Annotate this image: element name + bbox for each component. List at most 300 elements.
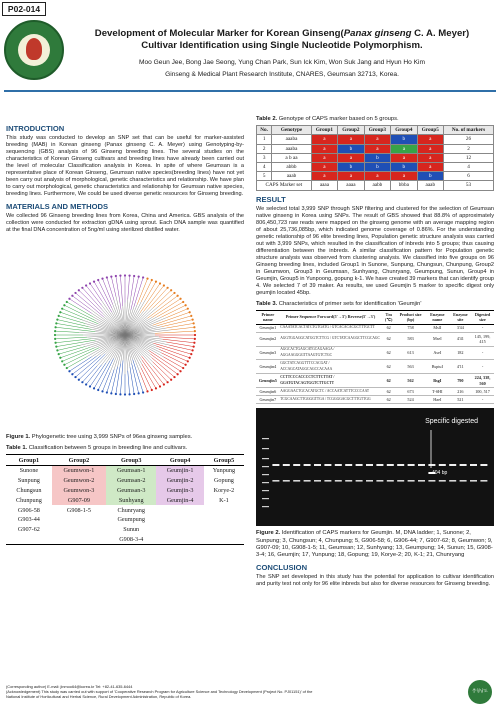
gel-band bbox=[272, 464, 279, 466]
table1-cell: Geumsan-2 bbox=[106, 476, 156, 486]
table1-cell: Korye-2 bbox=[213, 486, 235, 494]
tree-leaf-node bbox=[187, 308, 189, 310]
band-size-label: 404 bp bbox=[432, 470, 448, 477]
tree-leaf-branch bbox=[157, 302, 184, 317]
table2-markers-cell: 4 bbox=[444, 163, 494, 172]
table1-header-cell: Group5 bbox=[204, 455, 244, 466]
table3-enzyme: AseI bbox=[425, 346, 450, 360]
gel-band bbox=[470, 464, 477, 466]
gel-band bbox=[376, 480, 383, 482]
tree-leaf-node bbox=[85, 284, 87, 286]
table2-group-cell: a bbox=[338, 153, 364, 162]
tree-leaf-node bbox=[56, 349, 58, 351]
table2-footer-label: CAPS Marker set bbox=[257, 181, 312, 190]
table3-enzyme: BsptuI bbox=[425, 360, 450, 374]
tree-leaf-node bbox=[66, 367, 68, 369]
tree-leaf-branch bbox=[76, 293, 104, 317]
gel-band bbox=[418, 480, 425, 482]
table2-label: Table 2. bbox=[256, 116, 278, 122]
tree-leaf-node bbox=[68, 298, 70, 300]
gel-band bbox=[314, 464, 321, 466]
table3-digested-size: - bbox=[471, 396, 494, 404]
tree-leaf-node bbox=[193, 346, 195, 348]
tree-leaf-node bbox=[155, 281, 157, 283]
tree-leaf-branch bbox=[56, 340, 95, 347]
phylogenetic-tree-image bbox=[6, 240, 244, 430]
tree-leaf-node bbox=[133, 275, 135, 277]
tree-leaf-node bbox=[194, 334, 196, 336]
table3-primer-name: Geumjin3 bbox=[256, 346, 280, 360]
gel-band bbox=[345, 480, 352, 482]
affiliation: Ginseng & Medical Plant Research Institute, CNARES, Geumsan 32713, Korea. bbox=[165, 71, 399, 78]
table1-cell: Geumpung bbox=[117, 516, 145, 524]
table1-cell: Sunone bbox=[19, 467, 39, 475]
gel-band bbox=[324, 480, 331, 482]
tree-leaf-node bbox=[189, 357, 191, 359]
tree-leaf-node bbox=[192, 349, 194, 351]
gel-band bbox=[387, 464, 394, 466]
authors: Moo Geun Jee, Bong Jae Seong, Yung Chan Park, Sun Ick Kim, Won Suk Jang and Hyun Ho Kim bbox=[138, 59, 426, 66]
gel-band bbox=[293, 480, 300, 482]
table-row bbox=[257, 153, 494, 162]
table2-group-cell: a bbox=[391, 144, 417, 153]
tree-leaf-branch bbox=[76, 355, 101, 377]
conclusion-text: The SNP set developed in this study has the potential for application to cultivar identification and purity test not only for 96 elite inbreds but also for diverse resources for Ginseng breeding. bbox=[256, 574, 494, 588]
table2-genotype-cell: a b aa bbox=[272, 153, 311, 162]
tree-leaf-node bbox=[179, 298, 181, 300]
table2-header-cell: Group2 bbox=[338, 126, 364, 135]
header-divider bbox=[4, 90, 496, 92]
table-row bbox=[256, 346, 494, 360]
tree-leaf-node bbox=[59, 311, 61, 313]
tree-leaf-node bbox=[194, 338, 196, 340]
table1-text: Classification between 5 groups in breeding line and cultivars. bbox=[27, 445, 188, 452]
tree-leaf-node bbox=[74, 292, 76, 294]
tree-leaf-node bbox=[170, 289, 172, 291]
tree-leaf-node bbox=[110, 392, 112, 394]
gel-band bbox=[460, 480, 467, 482]
institution-note: National Institute of Horticultural and Herbal Science, Rural Development Administration, Republic of Korea. bbox=[6, 694, 192, 699]
table3-tm: 62 bbox=[381, 332, 396, 346]
table1-cell: Chungsun bbox=[16, 486, 42, 494]
table2-no-cell: 4 bbox=[257, 163, 272, 172]
table1-cell bbox=[156, 515, 203, 525]
table2-markers-cell: 2 bbox=[444, 144, 494, 153]
table-row bbox=[6, 535, 244, 545]
table2-footer-cell: bbba bbox=[391, 181, 417, 190]
table2-footer-cell: aaaa bbox=[311, 181, 337, 190]
tree-leaf-node bbox=[163, 284, 165, 286]
table3-header-cell: Primer name bbox=[256, 310, 280, 324]
table3-primer-name: Geumjin4 bbox=[256, 360, 280, 374]
tree-leaf-node bbox=[61, 308, 63, 310]
table2-group-cell: b bbox=[338, 163, 364, 172]
table-row bbox=[257, 135, 494, 144]
tree-leaf-node bbox=[182, 367, 184, 369]
table2-group-cell: a bbox=[311, 135, 337, 144]
table1-cell: G908-3-4 bbox=[106, 535, 156, 545]
tree-leaf-node bbox=[85, 383, 87, 385]
table1-cell bbox=[204, 515, 244, 525]
table2-group-cell: b bbox=[364, 163, 390, 172]
table3-primer-sequence: AGGTGGAGGCATGGTCTTCG / GTCTATCAAGGCTTCGCAGC bbox=[280, 332, 382, 346]
table3-primer-sequence: AGGCACTGAGCATGCAGAAGA / AGGAAGGGGTTAAGTGTCTGC bbox=[280, 346, 382, 360]
table1-cell bbox=[52, 515, 106, 525]
tree-leaf-node bbox=[138, 392, 140, 394]
tree-leaf-branch bbox=[128, 371, 130, 395]
ladder-band bbox=[262, 498, 269, 499]
tree-leaf-node bbox=[187, 360, 189, 362]
tree-leaf-node bbox=[93, 281, 95, 283]
table1-cell: Geumjin-2 bbox=[156, 476, 203, 486]
tree-leaf-node bbox=[173, 376, 175, 378]
ladder-band bbox=[262, 490, 269, 491]
table3-header-cell: Tm (℃) bbox=[381, 310, 396, 324]
figure1-text: Phylogenetic tree using 3,999 SNPs of 96ea ginseng samples. bbox=[30, 434, 193, 440]
table1-cell: G903-44 bbox=[17, 516, 40, 524]
table2-group-cell: a bbox=[417, 163, 443, 172]
table2-group-cell: a bbox=[391, 153, 417, 162]
table-row bbox=[6, 496, 244, 506]
figure1-caption bbox=[6, 434, 244, 441]
tree-leaf-node bbox=[54, 334, 56, 336]
tree-leaf-branch bbox=[116, 364, 121, 394]
table2-genotype-cell: abbb bbox=[272, 163, 311, 172]
tree-leaf-node bbox=[177, 373, 179, 375]
table1-cell: G907-09 bbox=[52, 496, 106, 506]
tree-leaf-node bbox=[182, 301, 184, 303]
tree-leaf-node bbox=[71, 373, 73, 375]
figure1-label: Figure 1. bbox=[6, 434, 31, 440]
table3-product-size: 563 bbox=[396, 360, 425, 374]
gel-bands bbox=[256, 408, 494, 526]
tree-leaf-branch bbox=[62, 348, 94, 362]
gel-band bbox=[480, 480, 487, 482]
ladder-band bbox=[262, 482, 269, 483]
result-text: We selected total 3,999 SNP through SNP filtering and clustered for the selection of Geumsan native ginseng in Korea using SNPs. The result of GBS showed that 88.8% of approximately 806,450,723 raw reads were mapped on the ginseng genome with an average mapping region of about 25,736,085bp, which indicated genome coverage of 0.86%. For the understanding genetic relationship of 96 elite breeding lines, Population genetic structure analysis was carried out with 3,999 SNPs, which resulted in the classification of inbreds into 5 groups; thus causing differentiation between the inbreds. A similar classification pattern for Population genetic structure analysis was observed from clustering analysis. We classified into five groups on 96 Ginseng breeding lines, included Group1 in Sunone, Sunpung, Chungsun, Chunpung, Group2 in Geumwon, Group3 in Geumsan, Sunhyang, Chunryang, Geumpung, Sunun, Group4 in Geumjin, Group5 in Yunpoong, gopung k-1. We have created 39 markers that can identify group 4. We selected 7 of 39 maker. As results, we used Geumjin 5 marker to specific digest only geumjin located 45bp. bbox=[256, 205, 494, 296]
table3-product-size: 613 bbox=[396, 346, 425, 360]
table1-cell: G906-58 bbox=[17, 506, 40, 514]
tree-leaf-node bbox=[54, 330, 56, 332]
tree-leaf-node bbox=[74, 376, 76, 378]
table2-no-cell: 2 bbox=[257, 144, 272, 153]
gel-band bbox=[449, 464, 456, 466]
table1-header-cell: Group4 bbox=[156, 455, 203, 466]
methods-text: We collected 96 Ginseng breeding lines from Korea, China and America. GBS analysis of the collection were conducted for extraction gDNA using sprout. Each DNA sample was quantified at the final DNA concentration of 5ng/ml using sterilized distilled water. bbox=[6, 213, 244, 233]
table2-footer-cell: aaab bbox=[417, 181, 443, 190]
ladder-band bbox=[262, 458, 269, 459]
table1-header-cell: Group2 bbox=[52, 455, 106, 466]
tree-leaf-branch bbox=[166, 342, 193, 347]
table-row bbox=[256, 387, 494, 395]
introduction-heading: INTRODUCTION bbox=[6, 124, 65, 133]
tree-leaf-node bbox=[163, 383, 165, 385]
table2-footer-row bbox=[257, 181, 494, 190]
table1-caption bbox=[6, 445, 244, 452]
table2-group-cell: a bbox=[311, 153, 337, 162]
table2-footer-cell: 53 bbox=[444, 181, 494, 190]
tree-leaf-branch bbox=[60, 312, 82, 320]
table1-cell: Sunun bbox=[123, 526, 140, 534]
table3-primer-sequence: GGCTATCAGGTTTCCACGAT / ACCAGCATAGGCAGCCACAAA bbox=[280, 360, 382, 374]
tree-leaf-branch bbox=[86, 286, 102, 306]
table-row bbox=[256, 360, 494, 374]
tree-leaf-branch bbox=[131, 277, 139, 310]
ladder-band bbox=[262, 438, 269, 439]
tree-leaf-node bbox=[138, 276, 140, 278]
table1-header-cell: Group1 bbox=[6, 455, 52, 466]
gel-band bbox=[356, 464, 363, 466]
table2-group-cell: b bbox=[391, 163, 417, 172]
province-logo-text: 충청남도 bbox=[472, 688, 488, 693]
tree-leaf-node bbox=[66, 301, 68, 303]
table3-header-cell: Primer Sequence Forward(5'→3') Reverse(5'→3') bbox=[280, 310, 382, 324]
table1-cell bbox=[52, 535, 106, 545]
ladder-band bbox=[262, 506, 269, 507]
table3-enzyme-site: 4'11 bbox=[450, 360, 471, 374]
table1-cell: Geumsan-1 bbox=[106, 466, 156, 476]
gel-band bbox=[376, 464, 383, 466]
gel-band bbox=[304, 480, 311, 482]
ladder-band bbox=[262, 448, 269, 449]
tree-branch bbox=[125, 318, 166, 335]
tree-leaf-branch bbox=[82, 288, 101, 310]
tree-leaf-branch bbox=[56, 327, 96, 331]
table1-label: Table 1. bbox=[6, 445, 28, 452]
table3-header-row bbox=[256, 310, 494, 324]
gel-band bbox=[449, 480, 456, 482]
tree-leaf-branch bbox=[140, 372, 148, 391]
tree-leaf-node bbox=[193, 322, 195, 324]
tree-leaf-node bbox=[146, 278, 148, 280]
table-row bbox=[6, 515, 244, 525]
title-species: Panax ginseng bbox=[343, 28, 412, 39]
table2-group-cell: b bbox=[338, 144, 364, 153]
table3-digested-size: - bbox=[471, 324, 494, 332]
tree-leaf-node bbox=[106, 276, 108, 278]
gel-band bbox=[366, 480, 373, 482]
result-heading: RESULT bbox=[256, 194, 286, 204]
ladder-band bbox=[262, 474, 269, 475]
table2-caption bbox=[256, 116, 494, 123]
tree-leaf-node bbox=[81, 381, 83, 383]
table3-product-size: 758 bbox=[396, 324, 425, 332]
table3-enzyme-site: 3'44 bbox=[450, 324, 471, 332]
table1-cell: Geumjin-1 bbox=[156, 466, 203, 476]
table3-header-cell: Digested size bbox=[471, 310, 494, 324]
tree-leaf-node bbox=[119, 275, 121, 277]
table2-body bbox=[257, 135, 494, 190]
table3-tm: 62 bbox=[381, 360, 396, 374]
table-row bbox=[256, 332, 494, 346]
table3-digested-size: 224, 338, 560 bbox=[471, 374, 494, 388]
table1-header-row bbox=[6, 455, 244, 466]
table1-cell bbox=[156, 535, 203, 545]
table3-digested-size: - bbox=[471, 346, 494, 360]
tree-leaf-branch bbox=[166, 323, 193, 328]
tree-leaf-node bbox=[78, 289, 80, 291]
gel-band bbox=[470, 480, 477, 482]
tree-leaf-branch bbox=[98, 280, 112, 308]
table1-header-cell: Group3 bbox=[106, 455, 156, 466]
table2-header-cell: No. bbox=[257, 126, 272, 135]
table3-enzyme: T-SHI bbox=[425, 387, 450, 395]
table1-cell bbox=[156, 525, 203, 535]
tree-leaf-node bbox=[190, 315, 192, 317]
table3-enzyme-site: 216 bbox=[450, 387, 471, 395]
tree-leaf-node bbox=[151, 389, 153, 391]
table3-enzyme-site: 521 bbox=[450, 396, 471, 404]
tree-leaf-branch bbox=[142, 356, 164, 384]
tree-leaf-branch bbox=[152, 358, 175, 377]
table3-enzyme-site: 182 bbox=[450, 346, 471, 360]
tree-leaf-node bbox=[55, 322, 57, 324]
title-part-1: Development of Molecular Marker for Korean Ginseng( bbox=[94, 28, 344, 39]
table3-body bbox=[256, 324, 494, 404]
table3-caption bbox=[256, 301, 494, 308]
table1-cell: G907-62 bbox=[17, 526, 40, 534]
table3-enzyme: HaeI bbox=[425, 396, 450, 404]
tree-leaf-node bbox=[159, 282, 161, 284]
tree-leaf-branch bbox=[107, 369, 114, 392]
group-classification-table bbox=[6, 454, 244, 545]
tree-leaf-node bbox=[58, 353, 60, 355]
gel-band bbox=[439, 464, 446, 466]
table2-group-cell: a bbox=[417, 153, 443, 162]
table3-header-cell: Enzyme name bbox=[425, 310, 450, 324]
table1-cell: Yunpung bbox=[212, 467, 236, 475]
tree-leaf-node bbox=[167, 287, 169, 289]
table1-cell: Sunpung bbox=[17, 477, 40, 485]
gel-band bbox=[480, 464, 487, 466]
acknowledgement: (Acknowledgement) This study was carried out with support of 'Cooperative Research Program for Agriculture Science and Technology Development (Project No. PJ01151)' of the bbox=[6, 689, 313, 694]
table1-cell: Sunhyang bbox=[106, 496, 156, 506]
table3-product-size: 524 bbox=[396, 396, 425, 404]
table-row bbox=[6, 525, 244, 535]
gel-band bbox=[387, 480, 394, 482]
tree-leaf-node bbox=[93, 387, 95, 389]
left-column bbox=[6, 120, 244, 545]
table1-cell bbox=[156, 505, 203, 515]
gel-band bbox=[408, 480, 415, 482]
tree-leaf-node bbox=[124, 393, 126, 395]
table1-cell: K-1 bbox=[219, 496, 229, 504]
tree-leaf-node bbox=[173, 292, 175, 294]
gel-band bbox=[283, 480, 290, 482]
methods-heading: MATERIALS AND METHODS bbox=[6, 202, 109, 211]
table1-cell bbox=[204, 535, 244, 545]
table2-header-cell: No. of markers bbox=[444, 126, 494, 135]
table-row bbox=[6, 476, 244, 486]
tree-leaf-branch bbox=[128, 276, 130, 300]
gel-band bbox=[428, 480, 435, 482]
table3-digested-size: - bbox=[471, 360, 494, 374]
table2-header-cell: Group3 bbox=[364, 126, 390, 135]
table2-group-cell: a bbox=[391, 172, 417, 181]
gel-band bbox=[335, 480, 342, 482]
tree-leaf-node bbox=[142, 276, 144, 278]
table2-header-row bbox=[257, 126, 494, 135]
table1-cell bbox=[204, 505, 244, 515]
table2-group-cell: a bbox=[338, 172, 364, 181]
table3-enzyme-site: 4'41 bbox=[450, 332, 471, 346]
tree-leaf-node bbox=[167, 381, 169, 383]
table3-primer-name: Geumjin5 bbox=[256, 374, 280, 388]
ginseng-berry-icon bbox=[26, 38, 42, 60]
tree-leaf-branch bbox=[153, 290, 171, 308]
title-part-2: C. A. Meyer) bbox=[411, 28, 470, 39]
tree-leaf-node bbox=[190, 353, 192, 355]
table3-enzyme: MslI bbox=[425, 324, 450, 332]
tree-leaf-node bbox=[185, 304, 187, 306]
tree-leaf-branch bbox=[159, 349, 188, 361]
tree-leaf-node bbox=[101, 390, 103, 392]
table1-cell: Geumsan-3 bbox=[106, 486, 156, 496]
gel-band bbox=[418, 464, 425, 466]
tree-leaf-branch bbox=[120, 276, 122, 307]
tree-leaf-node bbox=[78, 379, 80, 381]
table3-tm: 62 bbox=[381, 346, 396, 360]
tree-leaf-node bbox=[58, 315, 60, 317]
table1-cell: Geumjin-3 bbox=[156, 486, 203, 496]
tree-leaf-branch bbox=[157, 316, 191, 326]
gel-band bbox=[356, 480, 363, 482]
tree-branch bbox=[125, 335, 159, 349]
gel-band bbox=[397, 480, 404, 482]
table3-product-size: 583 bbox=[396, 332, 425, 346]
table2-group-cell: b bbox=[417, 172, 443, 181]
table2-header-cell: Group5 bbox=[417, 126, 443, 135]
tree-leaf-node bbox=[115, 393, 117, 395]
tree-leaf-node bbox=[192, 319, 194, 321]
title-line-2: Cultivar Identification using Single Nucleotide Polymorphism. bbox=[141, 40, 423, 51]
tree-leaf-node bbox=[128, 275, 130, 277]
tree-leaf-node bbox=[59, 357, 61, 359]
tree-leaf-branch bbox=[116, 276, 121, 310]
table-row bbox=[257, 172, 494, 181]
gel-band bbox=[439, 480, 446, 482]
tree-leaf-node bbox=[193, 326, 195, 328]
gel-electrophoresis-image bbox=[256, 408, 494, 526]
table3-header-cell: Product size (bp) bbox=[396, 310, 425, 324]
tree-leaf-node bbox=[110, 276, 112, 278]
tree-leaf-node bbox=[128, 393, 130, 395]
table1-cell bbox=[52, 525, 106, 535]
tree-leaf-branch bbox=[56, 339, 92, 343]
right-column bbox=[256, 112, 494, 588]
tree-leaf-node bbox=[133, 393, 135, 395]
primer-characteristics-table bbox=[256, 310, 494, 404]
table3-primer-sequence: TCGCAAGCTTGGGGTTGA / TCGGGGACGCTTTGTTGG bbox=[280, 396, 382, 404]
table-row bbox=[6, 466, 244, 476]
table2-group-cell: a bbox=[311, 144, 337, 153]
table3-primer-name: Geumjin1 bbox=[256, 324, 280, 332]
table1-cell: Geumwon-1 bbox=[52, 466, 106, 476]
gel-band bbox=[366, 464, 373, 466]
gel-band bbox=[345, 464, 352, 466]
table2-group-cell: a bbox=[417, 144, 443, 153]
tree-leaf-node bbox=[115, 275, 117, 277]
table2-genotype-cell: aaaba bbox=[272, 144, 311, 153]
table3-product-size: 562 bbox=[396, 374, 425, 388]
tree-leaf-node bbox=[124, 274, 126, 276]
table2-group-cell: a bbox=[364, 135, 390, 144]
poster-title bbox=[72, 28, 492, 52]
table2-group-cell: b bbox=[391, 135, 417, 144]
table3-enzyme: MseI bbox=[425, 332, 450, 346]
table3-enzyme-site: 790 bbox=[450, 374, 471, 388]
table-row bbox=[256, 396, 494, 404]
